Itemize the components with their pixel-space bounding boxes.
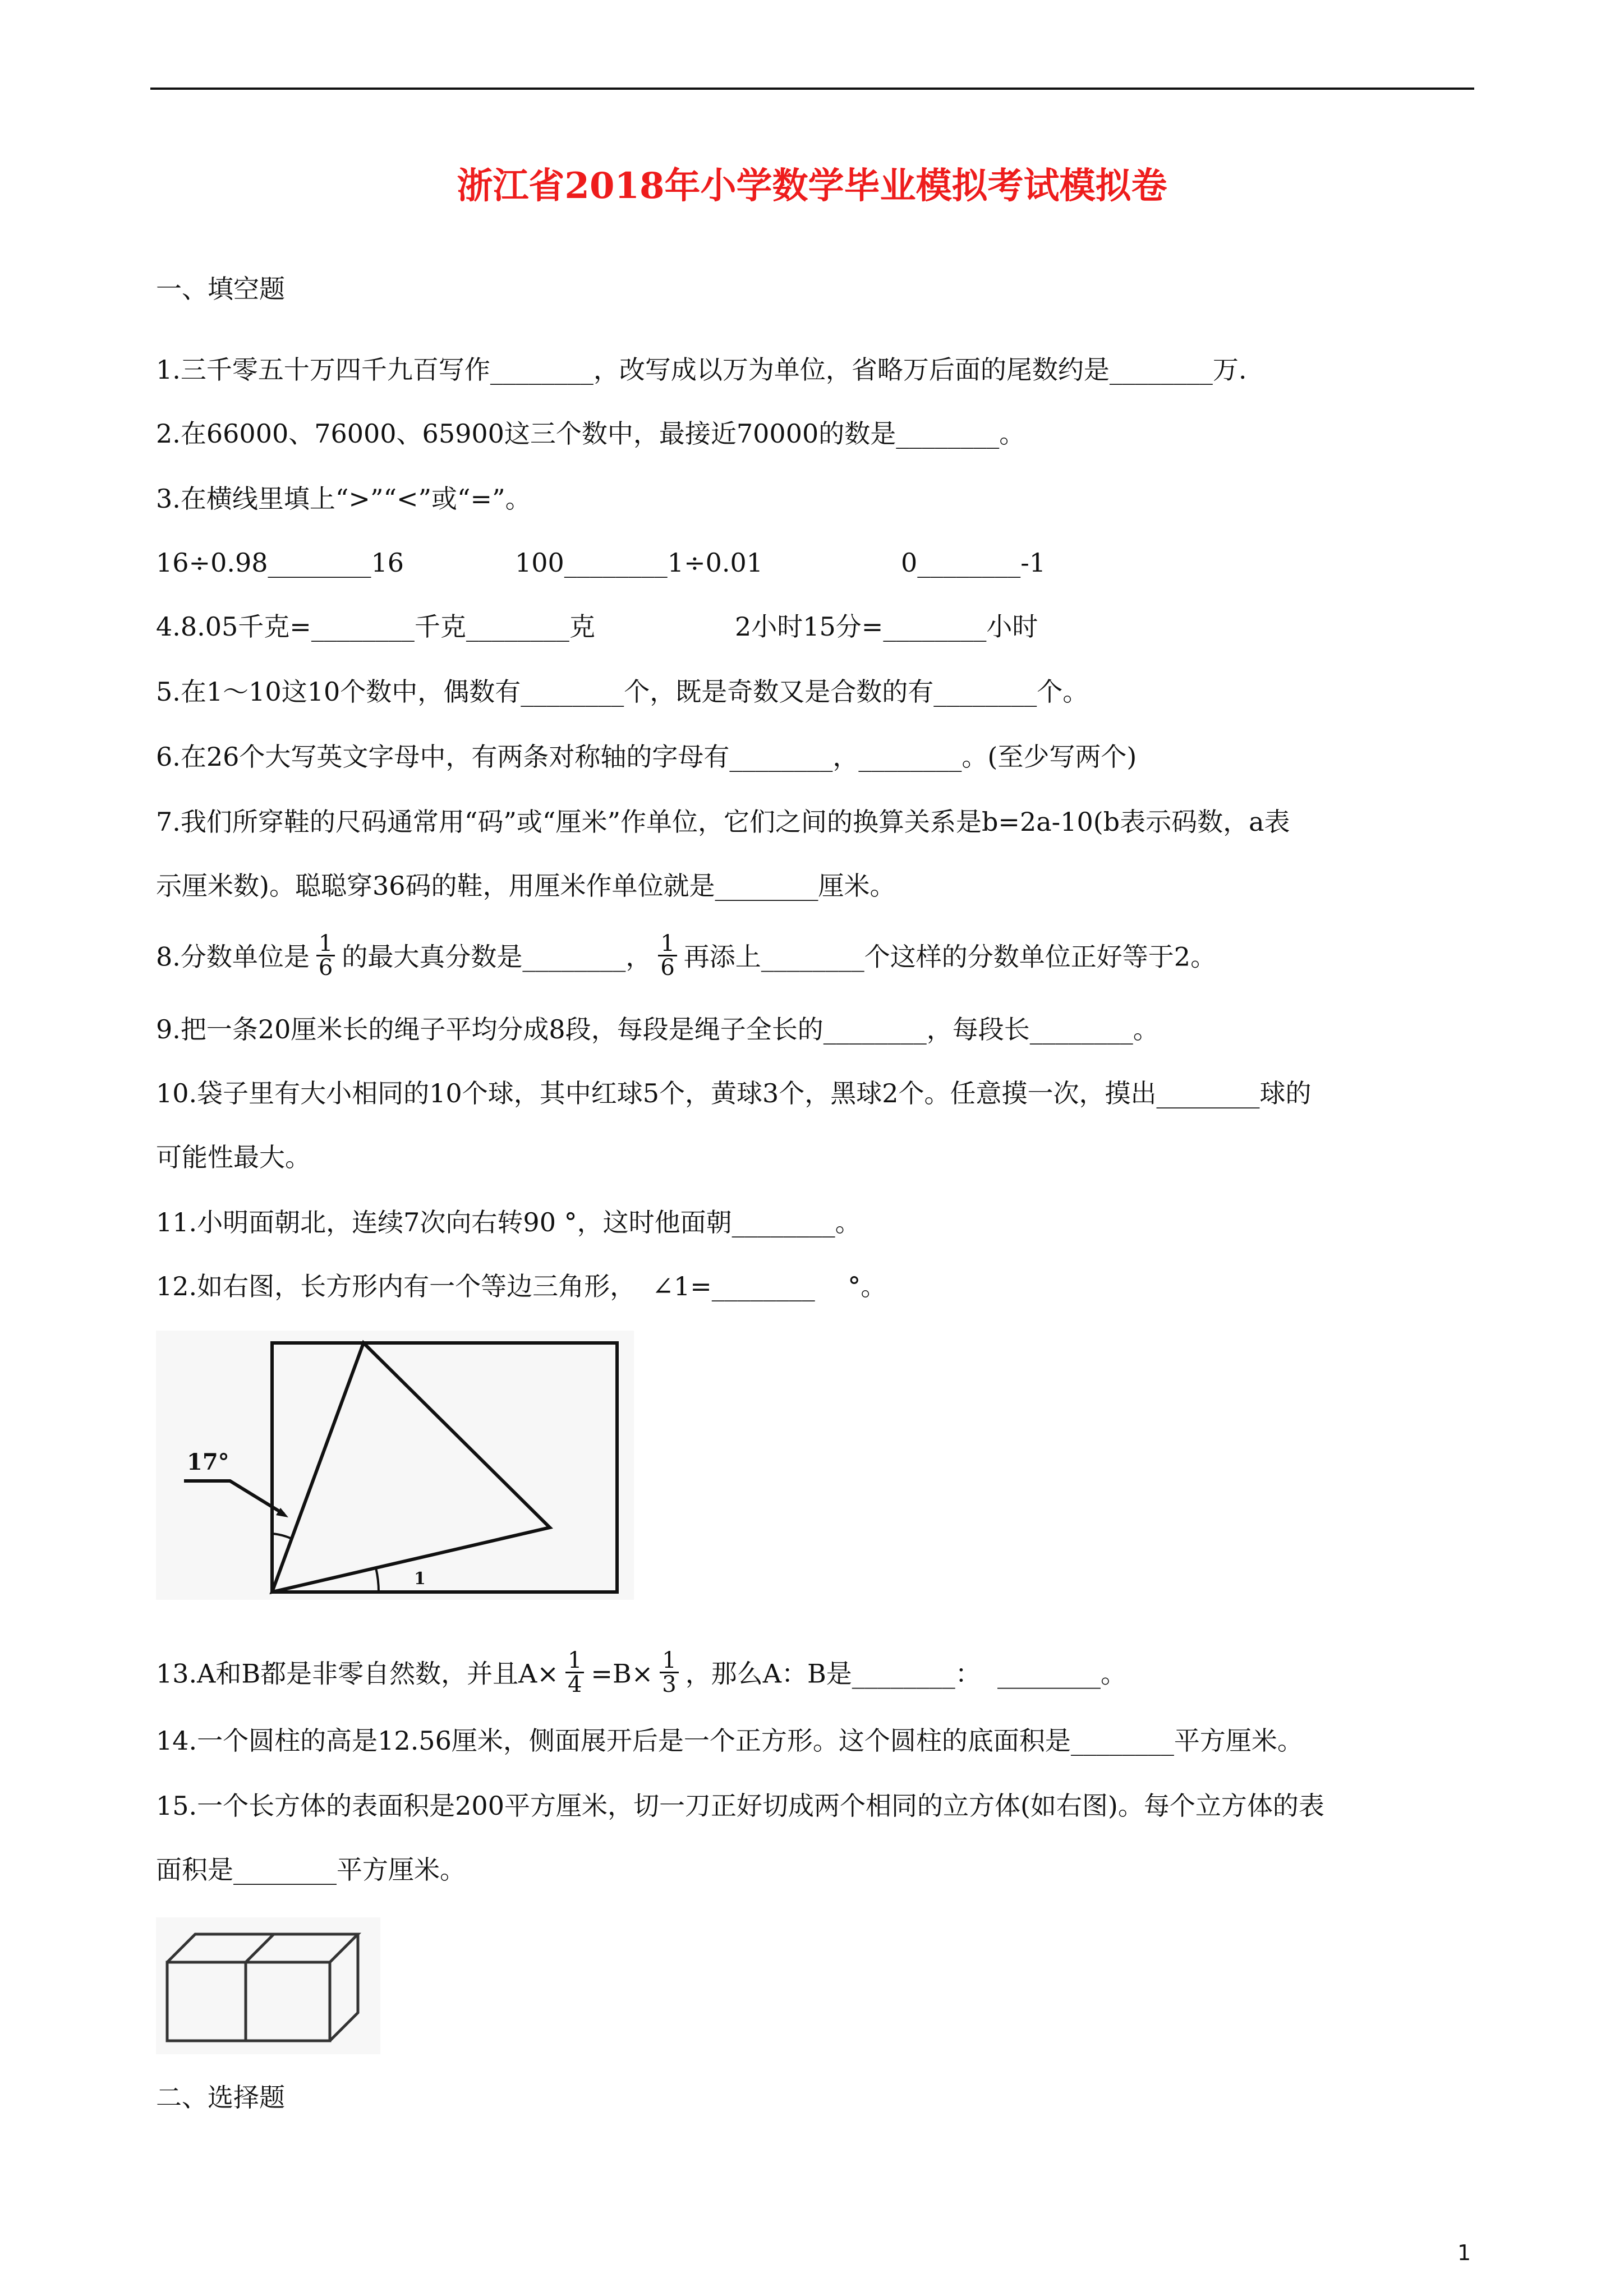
question-10-line-1: 10.袋子里有大小相同的10个球，其中红球5个，黄球3个，黑球2个。任意摸一次，摸出________球的: [156, 1078, 1312, 1108]
question-5: 5.在1～10这10个数中，偶数有________个，既是奇数又是合数的有________个。: [156, 677, 1089, 707]
question-3-item-b: 100________1÷0.01: [515, 547, 763, 578]
rectangle-triangle-figure: [156, 1331, 634, 1600]
question-13: [156, 1648, 1127, 1699]
question-6: 6.在26个大写英文字母中，有两条对称轴的字母有________，________。(至少写两个): [156, 742, 1137, 772]
angle-17-label: 17°: [187, 1449, 229, 1475]
question-11: 11.小明面朝北，连续7次向右转90 °，这时他面朝________。: [156, 1207, 861, 1237]
fraction-one-third: $\frac{1}{3}$: [660, 1649, 678, 1696]
fraction-one-sixth: $\frac{1}{6}$: [316, 932, 335, 979]
question-13-text-2: =B×: [591, 1658, 654, 1689]
question-3-item-a: 16÷0.98________16: [156, 547, 404, 578]
question-15-line-2: 面积是________平方厘米。: [156, 1855, 466, 1885]
question-7-line-1: 7.我们所穿鞋的尺码通常用“码”或“厘米”作单位，它们之间的换算关系是b=2a-10(b表示码数，a表: [156, 807, 1290, 837]
question-1: 1.三千零五十万四千九百写作________，改写成以万为单位，省略万后面的尾数约是________万.: [156, 355, 1247, 385]
question-3: 3.在横线里填上“>”“<”或“=”。: [156, 484, 531, 514]
page-number: 1: [1457, 2240, 1471, 2265]
question-9: 9.把一条20厘米长的绳子平均分成8段，每段是绳子全长的________，每段长________。: [156, 1014, 1159, 1045]
question-2: 2.在66000、76000、65900这三个数中，最接近70000的数是________。: [156, 418, 1025, 449]
question-4-part-a: 4.8.05千克=________千克________克: [156, 611, 595, 642]
question-13-text-3: ，那么A：B是________： ________。: [685, 1658, 1127, 1689]
page-title: 浙江省2018年小学数学毕业模拟考试模拟卷: [457, 165, 1167, 207]
angle-1-label: 1: [414, 1569, 426, 1589]
question-3-item-c: 0________-1: [901, 547, 1046, 578]
question-12: 12.如右图，长方形内有一个等边三角形， ∠1=________ °。: [156, 1271, 887, 1301]
question-13-text-1: 13.A和B都是非零自然数，并且A×: [156, 1658, 559, 1689]
question-8-text-1: 8.分数单位是: [156, 941, 310, 972]
section-heading-multiple-choice: 二、选择题: [156, 2082, 285, 2113]
question-7-line-2: 示厘米数)。聪聪穿36码的鞋，用厘米作单位就是________厘米。: [156, 871, 896, 901]
question-8: [156, 931, 1217, 982]
fraction-one-sixth-2: $\frac{1}{6}$: [658, 932, 677, 979]
question-15-line-1: 15.一个长方体的表面积是200平方厘米，切一刀正好切成两个相同的立方体(如右图)。每个立方体的表: [156, 1791, 1324, 1821]
question-14: 14.一个圆柱的高是12.56厘米，侧面展开后是一个正方形。这个圆柱的底面积是________平方厘米。: [156, 1726, 1303, 1756]
question-8-text-2: 的最大真分数是________，: [342, 941, 652, 972]
question-10-line-2: 可能性最大。: [156, 1142, 311, 1172]
two-cubes-figure: [156, 1917, 380, 2054]
section-heading-fill-blank: 一、填空题: [156, 274, 285, 304]
question-4-part-b: 2小时15分=________小时: [735, 611, 1038, 642]
question-8-text-3: 再添上________个这样的分数单位正好等于2。: [683, 941, 1217, 972]
fraction-one-quarter: $\frac{1}{4}$: [565, 1649, 584, 1696]
header-rule: [150, 88, 1474, 90]
